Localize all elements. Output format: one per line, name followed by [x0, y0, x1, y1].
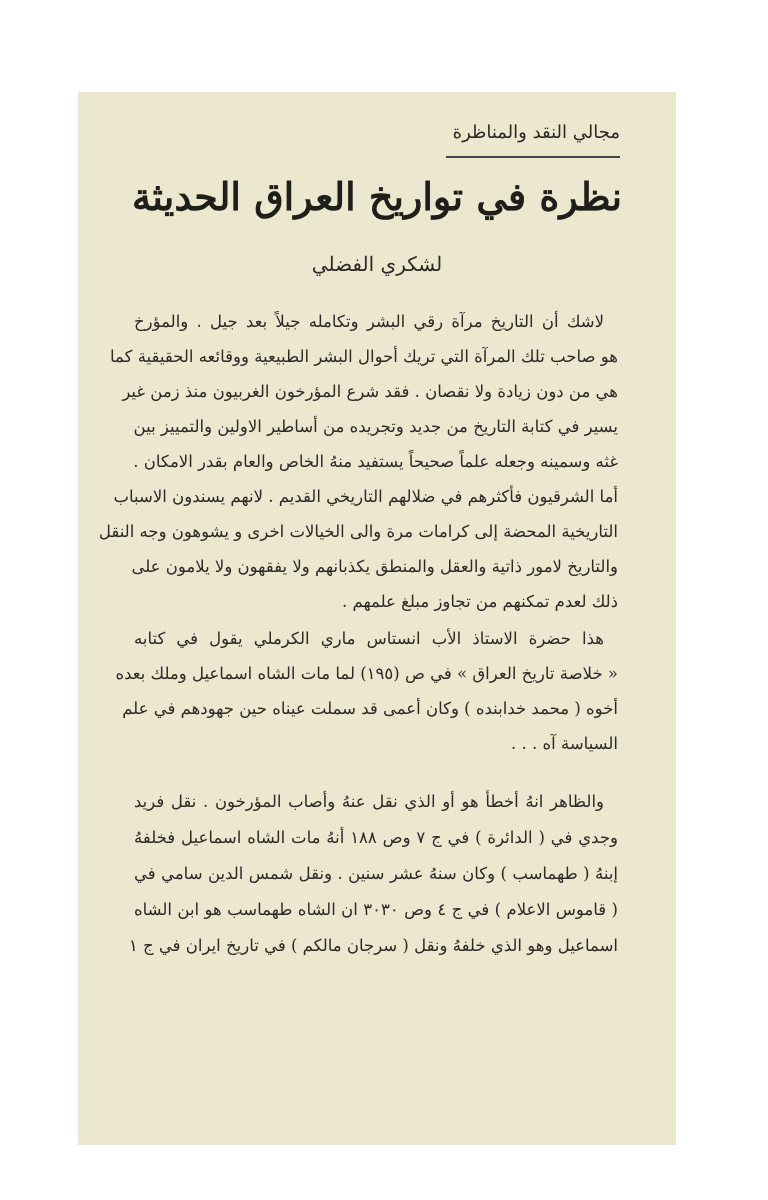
- body-line: هي من دون زيادة ولا نقصان . فقد شرع المؤرخون الغربيون منذ زمن غير: [122, 382, 618, 401]
- body-line: إبنهُ ( طهماسب ) وكان سنهُ عشر سنين . ونقل شمس الدين سامي في: [134, 864, 618, 883]
- body-line: السياسة آه . . .: [511, 734, 618, 753]
- article-author: لشكري الفضلي: [311, 252, 443, 276]
- body-line: ( قاموس الاعلام ) في ج ٤ وص ٣٠٣٠ ان الشاه طهماسب هو ابن الشاه: [134, 900, 618, 919]
- document-page: [78, 92, 676, 1145]
- body-line: اسماعيل وهو الذي خلفهُ ونقل ( سرجان مالكم ) في تاريخ ايران في ج ١: [128, 936, 618, 955]
- section-rule: [446, 156, 620, 158]
- section-label: مجالي النقد والمناظرة: [452, 122, 620, 143]
- body-line: لاشك أن التاريخ مرآة رقي البشر وتكامله جيلاً بعد جيل . والمؤرخ: [134, 312, 604, 331]
- body-line: والظاهر انهُ أخطأ هو أو الذي نقل عنهُ وأصاب المؤرخون . نقل فريد: [134, 792, 604, 811]
- body-line: ذلك لعدم تمكنهم من تجاوز مبلغ علمهم .: [341, 592, 618, 611]
- body-line: أما الشرقيون فأكثرهم في ضلالهم التاريخي القديم . لانهم يسندون الاسباب: [113, 487, 618, 506]
- body-line: وجدي في ( الدائرة ) في ج ٧ وص ١٨٨ أنهُ مات الشاه اسماعيل فخلفهُ: [134, 828, 618, 847]
- body-line: والتاريخ لامور ذاتية والعقل والمنطق يكذبانهم ولا يفقهون ولا يلامون على: [131, 557, 618, 576]
- body-line: التاريخية المحضة إلى كرامات مرة والى الخيالات اخرى و يشوهون وجه النقل: [98, 522, 618, 541]
- body-line: « خلاصة تاريخ العراق » في ص (١٩٥) لما مات الشاه اسماعيل وملك بعده: [115, 664, 618, 683]
- body-line: هو صاحب تلك المرآة التي تريك أحوال البشر الطبيعية ووقائعه الحقيقية كما: [110, 347, 618, 366]
- body-line: هذا حضرة الاستاذ الأب انستاس ماري الكرملي يقول في كتابه: [134, 629, 604, 648]
- article-title: نظرة في تواريخ العراق الحديثة: [131, 174, 623, 219]
- body-line: يسير في كتابة التاريخ من جديد وتجريده من أساطير الاولين والتمييز بين: [133, 417, 618, 436]
- body-line: أخوه ( محمد خدابنده ) وكان أعمى قد سملت عيناه حين جهودهم في علم: [122, 699, 618, 718]
- body-line: غثه وسمينه وجعله علماً صحيحاً يستفيد منهُ الخاص والعام بقدر الامكان .: [133, 452, 618, 471]
